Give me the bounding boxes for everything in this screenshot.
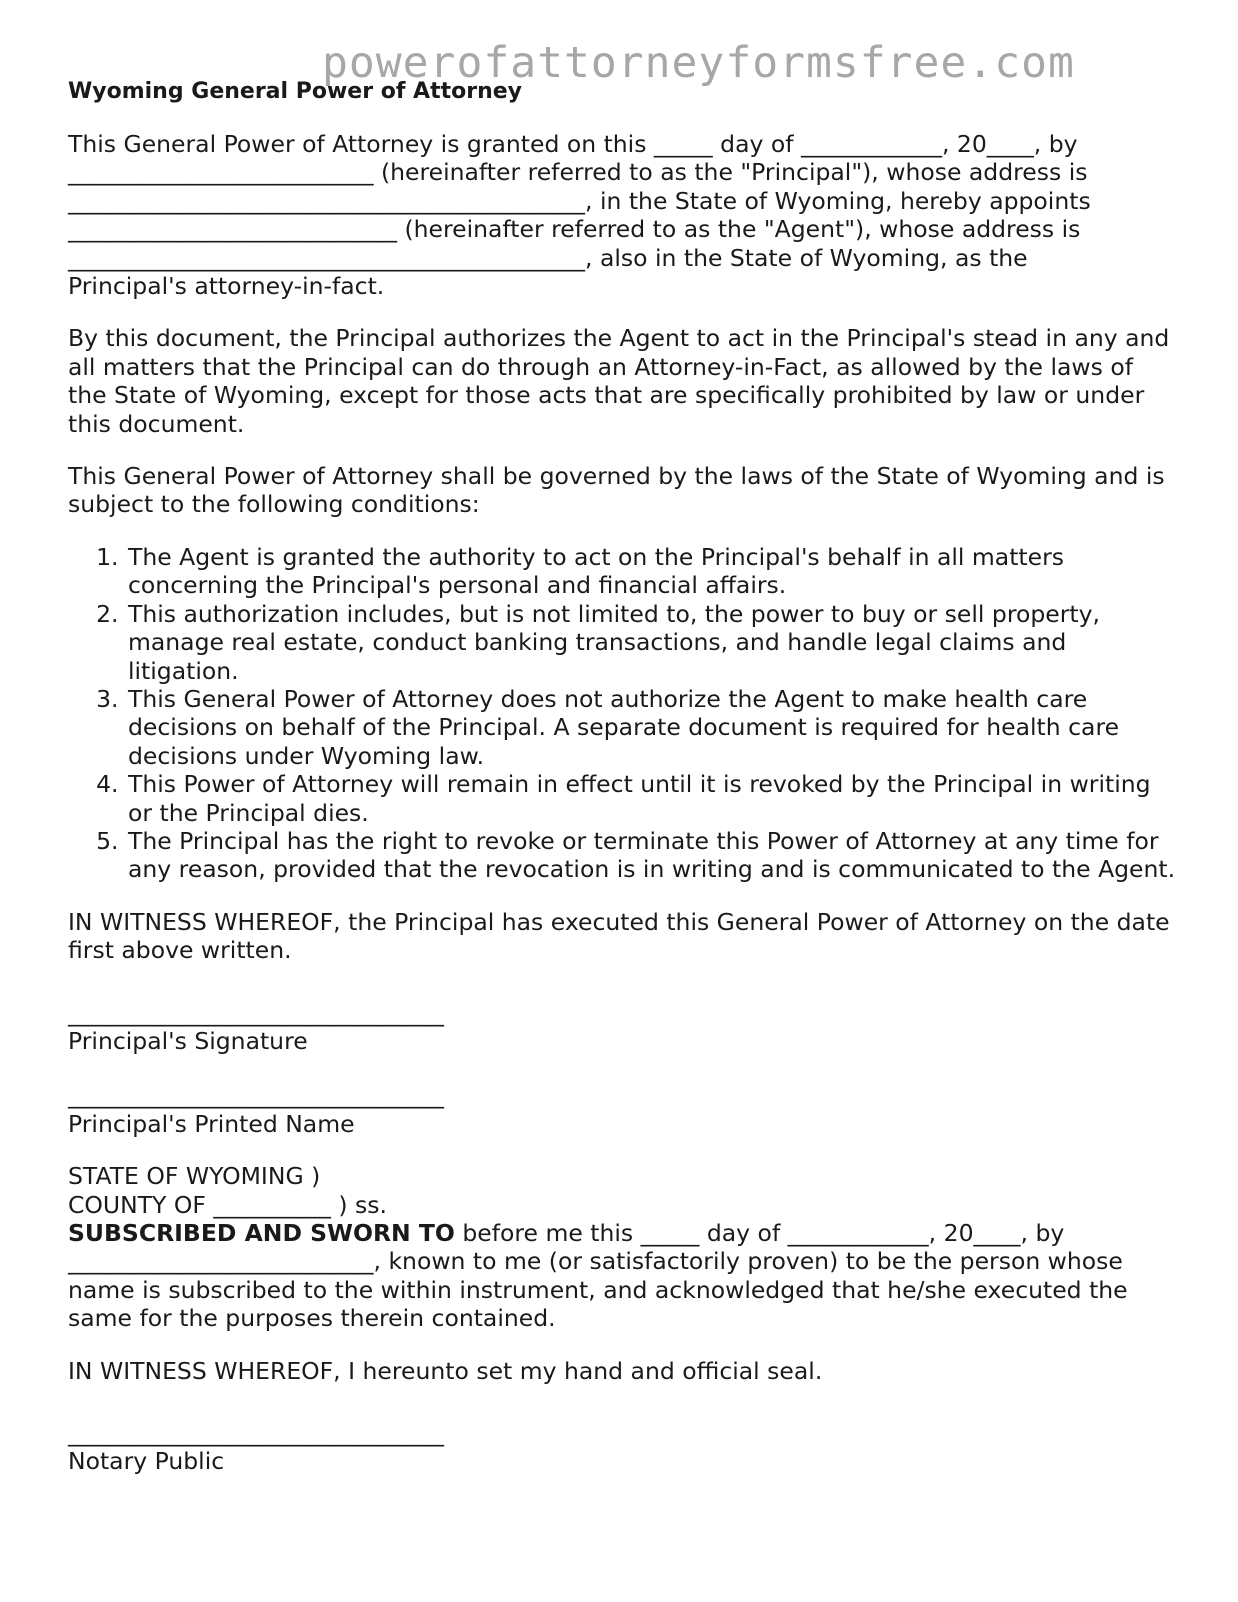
page-title: Wyoming General Power of Attorney <box>68 79 522 104</box>
condition-item: 1. The Agent is granted the authority to act on the Principal's behalf in all matters concerning the Principal's personal and financial affairs. <box>126 543 1178 600</box>
intro-line: ____________________________________________, also in the State of Wyoming, as the <box>68 243 1028 272</box>
notary-acknowledgment <box>68 1162 1178 1332</box>
condition-item: 2. This authorization includes, but is not limited to, the power to buy or sell property, manage real estate, conduct banking transactions, and handle legal claims and litigation. <box>126 600 1178 685</box>
condition-item: 3. This General Power of Attorney does not authorize the Agent to make health care decisions on behalf of the Principal. A separate document is required for health care decisions under Wyoming law. <box>126 685 1178 770</box>
witness-paragraph: IN WITNESS WHEREOF, the Principal has executed this General Power of Attorney on the date first above written. <box>68 907 1170 965</box>
subscribed-heading: SUBSCRIBED AND SWORN TO <box>68 1219 455 1247</box>
intro-line: This General Power of Attorney is granted on this _____ day of ____________, 20____, by <box>68 130 1078 158</box>
notary-signature-line: ________________________________ <box>68 1419 444 1448</box>
principal-printed-name-line: ________________________________ <box>68 1081 444 1110</box>
watermark-text: powerofattorneyformsfree.com <box>322 38 1075 88</box>
notary-label: Notary Public <box>68 1447 225 1476</box>
principal-signature-block <box>68 999 1178 1139</box>
condition-item: 4. This Power of Attorney will remain in effect until it is revoked by the Principal in writing or the Principal dies. <box>126 770 1178 827</box>
intro-line: __________________________ (hereinafter referred to as the "Principal"), whose address is <box>68 158 1088 187</box>
principal-signature-line: ________________________________ <box>68 998 444 1027</box>
authorization-paragraph: By this document, the Principal authorizes the Agent to act in the Principal's stead in any and all matters that the Principal can do through an Attorney-in-Fact, as allowed by the laws of the State of Wyoming, except for those acts that are specifically prohibited by law or under this document. <box>68 324 1170 438</box>
notary-signature-block <box>68 1419 1178 1476</box>
condition-item: 5. The Principal has the right to revoke or terminate this Power of Attorney at any time for any reason, provided that the revocation is in writing and is communicated to the Agent. <box>126 827 1178 884</box>
subscribed-line <box>68 1219 1178 1247</box>
notary-witness-paragraph: IN WITNESS WHEREOF, I hereunto set my hand and official seal. <box>68 1356 823 1385</box>
subscribed-line: __________________________, known to me (or satisfactorily proven) to be the person whose <box>68 1247 1123 1276</box>
principal-signature-label: Principal's Signature <box>68 1026 308 1055</box>
subscribed-text: before me this _____ day of ____________, 20____, by <box>454 1219 1065 1247</box>
governing-paragraph: This General Power of Attorney shall be governed by the laws of the State of Wyoming and is subject to the following conditions: <box>68 462 1165 519</box>
state-line: STATE OF WYOMING ) <box>68 1162 321 1191</box>
intro-line: ____________________________ (hereinafter referred to as the "Agent"), whose address is <box>68 215 1081 244</box>
conditions-list <box>68 543 1178 884</box>
principal-printed-name-label: Principal's Printed Name <box>68 1109 355 1138</box>
subscribed-line: same for the purposes therein contained. <box>68 1304 556 1333</box>
subscribed-line: name is subscribed to the within instrument, and acknowledged that he/she executed the <box>68 1275 1128 1304</box>
intro-paragraph <box>68 130 1178 300</box>
document-page <box>68 78 1178 1476</box>
county-line: COUNTY OF __________ ) ss. <box>68 1190 387 1219</box>
intro-line: Principal's attorney-in-fact. <box>68 272 385 301</box>
intro-line: ____________________________________________, in the State of Wyoming, hereby appoints <box>68 186 1091 215</box>
